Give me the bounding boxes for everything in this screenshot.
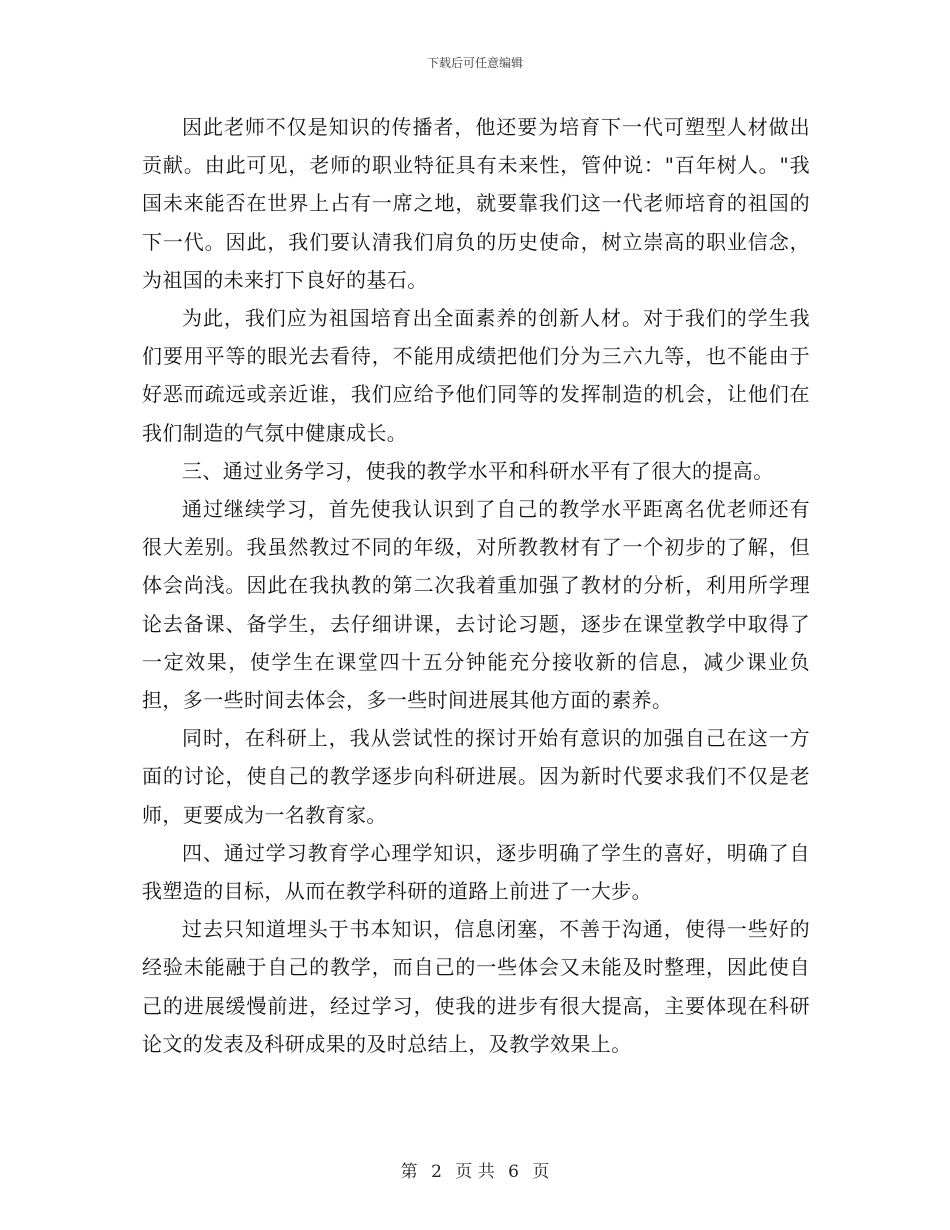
footer-mid: 页 共 bbox=[455, 1162, 495, 1182]
page-header-note: 下载后可任意编辑 bbox=[426, 56, 523, 70]
footer-page-number: 2 bbox=[431, 1162, 442, 1182]
footer-prefix: 第 bbox=[400, 1162, 418, 1182]
footer-total-pages: 6 bbox=[508, 1162, 519, 1182]
paragraph-4: 同时，在科研上，我从尝试性的探讨开始有意识的加强自己在这一方面的讨论，使自己的教学逐步向科研进展。因为新时代要求我们不仅是老师，更要成为一名教育家。 bbox=[142, 726, 810, 827]
document-body bbox=[142, 108, 810, 1063]
paragraph-3: 通过继续学习，首先使我认识到了自己的教学水平距离名优老师还有很大差别。我虽然教过不同的年级，对所教教材有了一个初步的了解，但体会尚浅。因此在我执教的第二次我着重加强了教材的分析，利用所学理论去备课、备学生，去仔细讲课，去讨论习题，逐步在课堂教学中取得了一定效果，使学生在课堂四十五分钟能充分接收新的信息，减少课业负担，多一些时间去体会，多一些时间进展其他方面的素养。 bbox=[142, 497, 810, 713]
paragraph-2: 为此，我们应为祖国培育出全面素养的创新人材。对于我们的学生我们要用平等的眼光去看待，不能用成绩把他们分为三六九等，也不能由于好恶而疏远或亲近谁，我们应给予他们同等的发挥制造的机会，让他们在我们制造的气氛中健康成长。 bbox=[142, 306, 810, 445]
paragraph-1: 因此老师不仅是知识的传播者，他还要为培育下一代可塑型人材做出贡献。由此可见，老师的职业特征具有未来性，管仲说："百年树人。"我国未来能否在世界上占有一席之地，就要靠我们这一代老师培育的祖国的下一代。因此，我们要认清我们肩负的历史使命，树立崇高的职业信念，为祖国的未来打下良好的基石。 bbox=[142, 115, 810, 292]
section-heading-4: 四、通过学习教育学心理学知识，逐步明确了学生的喜好，明确了自我塑造的目标，从而在教学科研的道路上前进了一大步。 bbox=[142, 840, 810, 904]
paragraph-5: 过去只知道埋头于书本知识，信息闭塞，不善于沟通，使得一些好的经验未能融于自己的教学，而自己的一些体会又未能及时整理，因此使自己的进展缓慢前进，经过学习，使我的进步有很大提高，主要体现在科研论文的发表及科研成果的及时总结上，及教学效果上。 bbox=[142, 917, 810, 1056]
page-footer bbox=[0, 1157, 950, 1182]
footer-suffix: 页 bbox=[532, 1162, 550, 1182]
section-heading-3: 三、通过业务学习，使我的教学水平和科研水平有了很大的提高。 bbox=[182, 458, 774, 483]
